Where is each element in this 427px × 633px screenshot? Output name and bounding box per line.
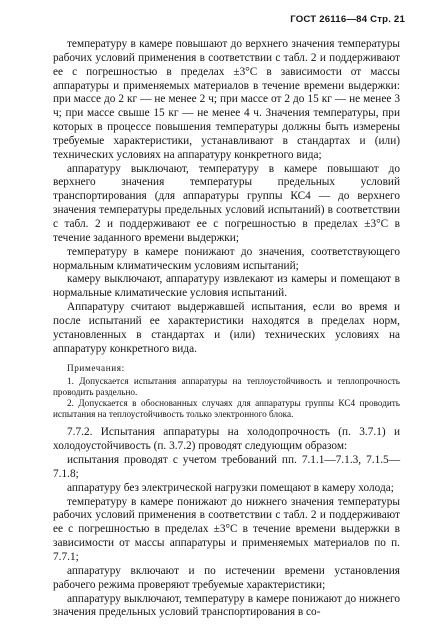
paragraph-switch-off-lower: аппаратуру выключают, температуру в камере понижают до нижнего значения предельных условий транспортирования в со-: [53, 592, 400, 619]
note-1: 1. Допускается испытания аппаратуры на теплоустойчивость и теплопрочность проводить раздельно.: [53, 376, 400, 398]
paragraph-lower-normal: температуру в камере понижают до значения, соответствующего нормальным климатическим условиям испытаний;: [53, 245, 400, 272]
paragraph-lower-temp: температуру в камере понижают до нижнего значения температуры рабочих условий применения в соответствии с табл. 2 и поддерживают ее с погрешностью в пределах ±3°С в течение времени выдержки в зависимости от массы аппаратуры и применяемых материалов по п. 7.7.1;: [53, 495, 400, 563]
note-2: 2. Допускается в обоснованных случаях для аппаратуры группы КС4 проводить испытания на теплоустойчивость только электронного блока.: [53, 398, 400, 420]
paragraph-7-7-2: 7.7.2. Испытания аппаратуры на холодопрочность (п. 3.7.1) и холодоустойчивость (п. 3.7.2) проводят следующим образом:: [53, 426, 400, 453]
page-header: ГОСТ 26116—84 Стр. 21: [290, 14, 405, 25]
paragraph-remove-equipment: камеру выключают, аппаратуру извлекают из камеры и помещают в нормальные климатические условия испытаний.: [53, 273, 400, 300]
paragraph-pass-criteria: Аппаратуру считают выдержавшей испытания, если во время и после испытаний ее характеристики находятся в пределах норм, установленных в стандартах и (или) технических условиях на аппаратуру конкретного вида.: [53, 301, 400, 355]
notes-heading: Примечания:: [67, 363, 125, 374]
paragraph-cold-chamber: аппаратуру без электрической нагрузки помещают в камеру холода;: [67, 481, 394, 494]
paragraph-switch-on: аппаратуру включают и по истечении времени установления рабочего режима проверяют требуемые характеристики;: [53, 564, 400, 591]
paragraph-switch-off-raise: аппаратуру выключают, температуру в камере повышают до верхнего значения температуры предельных условий транспортирования (для аппаратуры группы КС4 — до верхнего значения температуры предельных условий испытаний) в соответствии с табл. 2 и поддерживают ее с погрешностью в пределах ±3°С в течение заданного времени выдержки;: [53, 162, 400, 244]
paragraph-heat-raise: температуру в камере повышают до верхнего значения температуры рабочих условий применения в соответствии с табл. 2 и поддерживают ее с погрешностью в пределах ±3°С в зависимости от массы аппаратуры и применяемых материалов в течение времени выдержки: при массе до 2 кг — не менее 2 ч; при массе от 2 до 15 кг — не менее 3 ч; при массе свыше 15 кг — не менее 4 ч. Значения температуры, при которых в процессе повышения температуры должны быть измерены требуемые характеристики, устанавливают в стандартах и (или) технических условиях на аппаратуру конкретного вида;: [53, 38, 400, 161]
paragraph-requirements: испытания проводят с учетом требований пп. 7.1.1—7.1.3, 7.1.5—7.1.8;: [53, 454, 400, 480]
document-body: [53, 38, 400, 620]
